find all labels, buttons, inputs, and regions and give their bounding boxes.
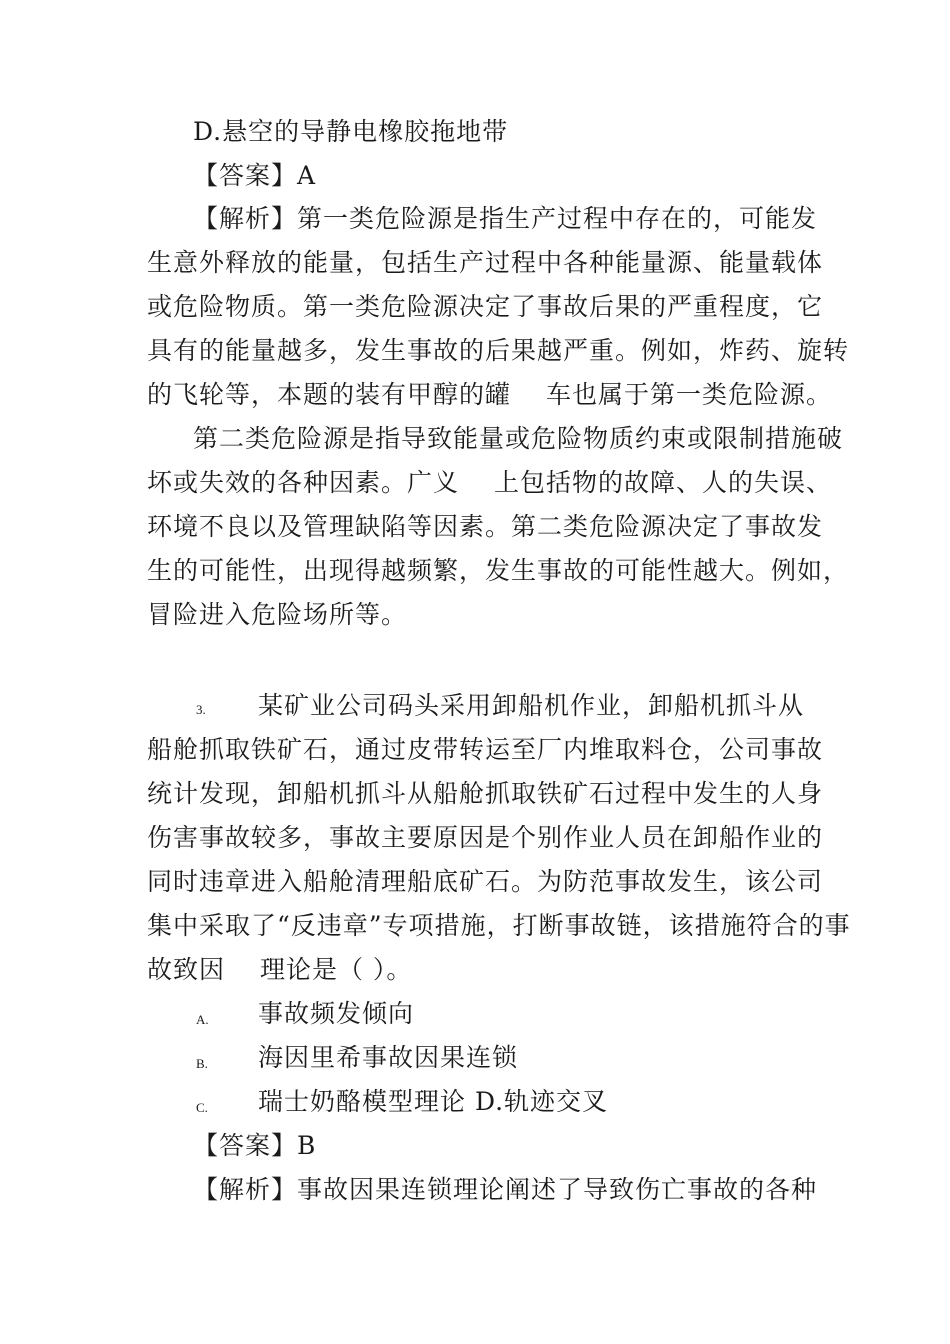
question-number: 3. xyxy=(196,702,206,717)
option-a-text: 事故频发倾向 xyxy=(258,999,415,1028)
answer: 【答案】B xyxy=(193,1131,317,1160)
option-c-label: C. xyxy=(196,1100,208,1115)
question-stem-line-6: 集中采取了“反违章”专项措施，打断事故链，该措施符合的事 xyxy=(147,911,851,940)
analysis-line-1: 【解析】第一类危险源是指生产过程中存在的，可能发 xyxy=(193,204,818,233)
analysis2-line-3: 环境不良以及管理缺陷等因素。第二类危险源决定了事故发 xyxy=(147,512,824,541)
analysis-line-4: 具有的能量越多，发生事故的后果越严重。例如，炸药、旋转 xyxy=(147,336,850,365)
question-stem-line-3: 统计发现，卸船机抓斗从船舱抓取铁矿石过程中发生的人身 xyxy=(147,779,824,808)
question-stem-line-5: 同时违章进入船舱清理船底矿石。为防范事故发生，该公司 xyxy=(147,867,824,896)
option-b-text: 海因里希事故因果连锁 xyxy=(258,1043,519,1072)
analysis-line-2: 生意外释放的能量，包括生产过程中各种能量源、能量载体 xyxy=(147,248,824,277)
question-stem-line-1: 某矿业公司码头采用卸船机作业，卸船机抓斗从 xyxy=(258,691,805,720)
analysis2-line-5: 冒险进入危险场所等。 xyxy=(147,600,408,629)
question-stem-line-4: 伤害事故较多，事故主要原因是个别作业人员在卸船作业的 xyxy=(147,823,824,852)
analysis-line-5: 的飞轮等，本题的装有甲醇的罐 车也属于第一类危险源。 xyxy=(147,380,832,409)
option-c-text: 瑞士奶酪模型理论 D.轨迹交叉 xyxy=(258,1087,609,1116)
analysis-line-3: 或危险物质。第一类危险源决定了事故后果的严重程度，它 xyxy=(147,292,824,321)
option-b-label: B. xyxy=(196,1056,208,1071)
option-d-previous: D.悬空的导静电橡胶拖地带 xyxy=(193,117,509,146)
analysis2-line-2: 坏或失效的各种因素。广义 上包括物的故障、人的失误、 xyxy=(147,468,832,497)
analysis2-line-4: 生的可能性，出现得越频繁，发生事故的可能性越大。例如， xyxy=(147,556,850,585)
question-stem-line-7: 故致因 理论是（ ）。 xyxy=(147,955,413,984)
answer-previous: 【答案】A xyxy=(193,161,317,190)
analysis-start: 【解析】事故因果连锁理论阐述了导致伤亡事故的各种 xyxy=(193,1175,818,1204)
analysis2-line-1: 第二类危险源是指导致能量或危险物质约束或限制措施破 xyxy=(193,424,844,453)
option-a-label: A. xyxy=(196,1012,209,1027)
question-stem-line-2: 船舱抓取铁矿石，通过皮带转运至厂内堆取料仓，公司事故 xyxy=(147,735,824,764)
